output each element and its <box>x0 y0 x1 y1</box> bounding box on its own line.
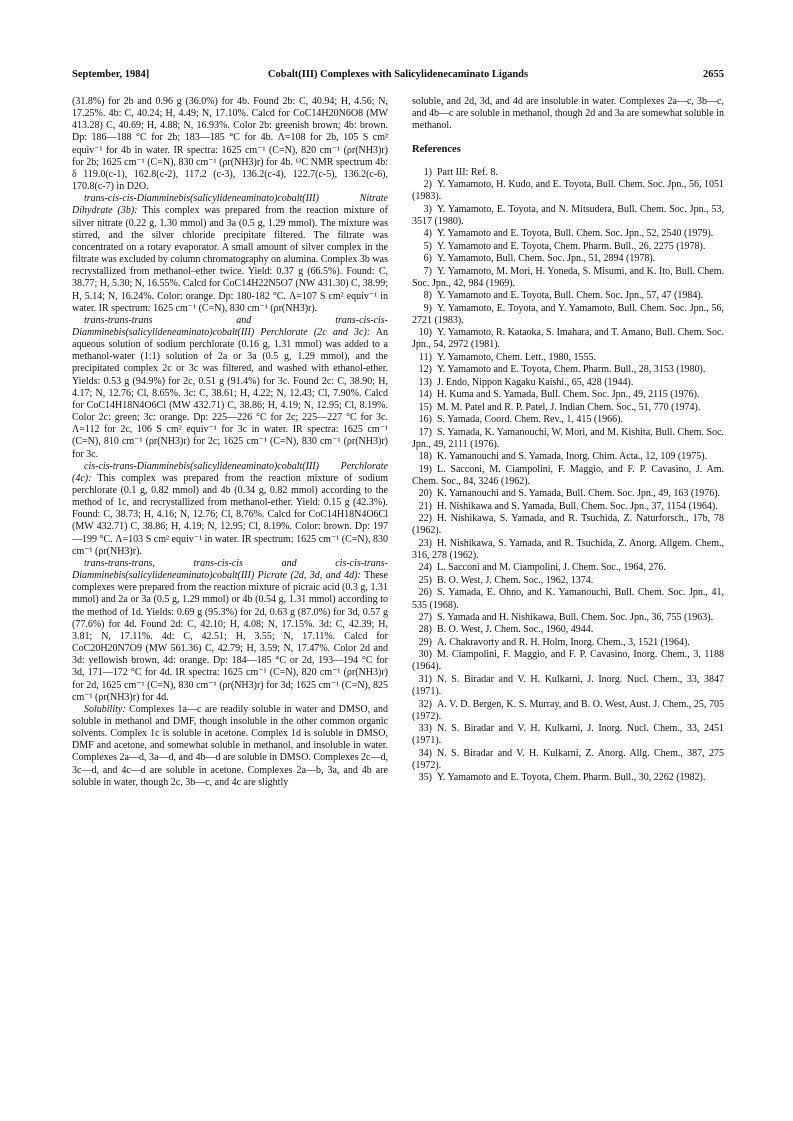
reference-number: 24) <box>418 562 432 574</box>
reference-text: Y. Yamamoto, E. Toyota, and N. Mitsudera, Bull. Chem. Soc. Jpn., 53, 3517 (1980). <box>412 203 724 227</box>
reference-text: Y. Yamamoto and E. Toyota, Chem. Pharm. Bull., 28, 3153 (1980). <box>437 364 706 376</box>
paragraph: cis-cis-trans-Diamminebis(salicylideneaminato)cobalt(III) Perchlorate (4c): This complex was prepared from the reaction mixture of sodium perchlorate (0.1 g, 0.82 mmol) and 4b (0.34 g, 0.82 mmol) according to the method of 1c, and recrystallized from methanol-ether. Yield: 0.15 g (42.3%). Found: C, 38.73; H, 4.16; N, 12.76; Cl, 8.76%. Calcd for CoC14H18N4O6Cl (MW 432.71) C, 38.86; H, 4.19; N, 12.95; Cl, 8.19%. Color: brown. Dp: 197—199 °C. Λ=103 S cm² equiv⁻¹ in water. IR spectrum: 1625 cm⁻¹ (C=N), 830 cm⁻¹ (ρr(NH3)r). <box>72 460 388 557</box>
reference-item <box>412 327 724 351</box>
reference-number: 31) <box>418 673 432 685</box>
reference-item <box>412 513 724 537</box>
reference-item <box>412 167 724 179</box>
reference-number: 16) <box>418 414 432 426</box>
reference-number: 17) <box>418 426 432 438</box>
reference-item <box>412 464 724 488</box>
reference-number: 27) <box>418 611 432 623</box>
reference-text: K. Yamanouchi and S. Yamada, Bull. Chem. Soc. Jpn., 49, 163 (1976). <box>437 488 721 500</box>
reference-text: S. Yamada, K. Yamanouchi, W. Mori, and M. Kishita, Bull. Chem. Soc. Jpn., 49, 2111 (1976). <box>412 426 724 450</box>
reference-number: 10) <box>418 327 432 339</box>
reference-number: 1) <box>423 166 432 178</box>
reference-text: L. Sacconi and M. Ciampolini, J. Chem. Soc., 1964, 276. <box>437 562 666 574</box>
reference-text: A. Chakravorty and R. H. Holm, Inorg. Chem., 3, 1521 (1964). <box>437 636 690 648</box>
reference-item <box>412 389 724 401</box>
paragraph-heading: Solubility: <box>84 703 126 715</box>
reference-number: 22) <box>418 513 432 525</box>
reference-number: 4) <box>423 228 432 240</box>
reference-text: S. Yamada and H. Nishikawa, Bull. Chem. Soc. Jpn., 36, 755 (1963). <box>437 611 714 623</box>
reference-number: 3) <box>423 203 432 215</box>
reference-number: 2) <box>423 179 432 191</box>
references-heading: References <box>412 144 461 156</box>
reference-item <box>412 624 724 636</box>
reference-text: N. S. Biradar and V. H. Kulkarni, Z. Anorg. Allg. Chem., 387, 275 (1972). <box>412 747 724 771</box>
reference-text: Y. Yamamoto, E. Toyota, and Y. Yamamoto, Bull. Chem. Soc. Jpn., 56, 2721 (1983). <box>412 302 724 326</box>
reference-item <box>412 266 724 290</box>
reference-number: 7) <box>423 265 432 277</box>
reference-text: M. M. Patel and R. P. Patel, J. Indian Chem. Soc., 51, 770 (1974). <box>437 401 701 413</box>
reference-number: 21) <box>418 500 432 512</box>
reference-text: H. Nishikawa and S. Yamada, Bull. Chem. Soc. Jpn., 37, 1154 (1964). <box>437 500 718 512</box>
reference-item <box>412 637 724 649</box>
paragraph-heading: trans-trans-trans and trans-cis-cis-Diamminebis(salicylideneaminato)cobalt(III) Perchlorate (2c and 3c): <box>72 314 388 338</box>
reference-number: 26) <box>418 587 432 599</box>
reference-number: 28) <box>418 624 432 636</box>
reference-item <box>412 723 724 747</box>
reference-text: Y. Yamamoto and E. Toyota, Chem. Pharm. Bull., 26, 2275 (1978). <box>437 240 706 252</box>
reference-text: J. Endo, Nippon Kagaku Kaishi., 65, 428 (1944). <box>437 376 634 388</box>
reference-text: M. Ciampolini, F. Maggio, and F. P. Cavasino, Inorg. Chem., 3, 1188 (1964). <box>412 649 724 673</box>
reference-item <box>412 414 724 426</box>
reference-item <box>412 179 724 203</box>
running-header <box>72 69 724 83</box>
reference-text: Y. Yamamoto and E. Toyota, Chem. Pharm. Bull., 30, 2262 (1982). <box>437 772 706 784</box>
reference-item <box>412 649 724 673</box>
reference-number: 14) <box>418 389 432 401</box>
reference-text: H. Kuma and S. Yamada, Bull. Chem. Soc. Jpn., 49, 2115 (1976). <box>437 389 700 401</box>
paragraph-heading: trans-cis-cis-Diamminebis(salicylideneaminato)cobalt(III) Nitrate Dihydrate (3b): <box>72 193 388 217</box>
reference-item <box>412 488 724 500</box>
right-column <box>412 96 724 785</box>
reference-number: 6) <box>423 253 432 265</box>
page-number: 2655 <box>703 69 724 80</box>
reference-item <box>412 587 724 611</box>
reference-text: S. Yamada, E. Ohno, and K. Yamanouchi, Bull. Chem. Soc. Jpn., 41, 535 (1968). <box>412 587 724 611</box>
reference-number: 13) <box>418 376 432 388</box>
paragraph: trans-trans-trans and trans-cis-cis-Diamminebis(salicylideneaminato)cobalt(III) Perchlorate (2c and 3c): An aqueous solution of sodium perchlorate (0.16 g, 1.31 mmol) was added to a methanol-water (1:1) solution of 2a or 3a (0.5 g, 1.29 mmol), and the precipitated complex 2c or 3c was filtered, and washed with ethanol-ether. Yields: 0.53 g (94.9%) for 2c, 0.51 g (91.4%) for 3c. Found 2c: C, 38.90; H, 4.17; N, 12.76; Cl, 8.65%. 3c: C, 38.61; H, 4.22; N, 12.43; Cl, 7.90%. Calcd for CoC14H18N4O6Cl (MW 432.71) C, 38.86; H, 4.19; N, 12.95; Cl, 8.19%. Color 2c: green; 3c: orange. Dp: 225—226 °C for 2c; 225—227 °C for 3c. Λ=112 for 2c, 106 S cm² equiv⁻¹ for 3c in water. IR spectra: 1625 cm⁻¹ (C=N), 810 cm⁻¹ (ρr(NH3)r) for 2c; 1625 cm⁻¹ (C=N), 830 cm⁻¹ (ρr(NH3)r) for 3c. <box>72 314 389 460</box>
reference-number: 32) <box>418 698 432 710</box>
reference-number: 12) <box>418 364 432 376</box>
reference-text: B. O. West, J. Chem. Soc., 1960, 4944. <box>437 624 594 636</box>
reference-text: A. V. D. Bergen, K. S. Murray, and B. O. West, Aust. J. Chem., 25, 705 (1972). <box>412 698 724 722</box>
reference-text: S. Yamada, Coord. Chem. Rev., 1, 415 (1966). <box>437 414 624 426</box>
reference-text: H. Nishikawa, S. Yamada, and R. Tsuchida, Z. Naturforsch., 17b, 78 (1962). <box>412 513 724 537</box>
reference-item <box>412 748 724 772</box>
reference-number: 15) <box>418 401 432 413</box>
reference-number: 8) <box>423 290 432 302</box>
reference-number: 29) <box>418 636 432 648</box>
header-title: Cobalt(III) Complexes with Salicylidenecaminato Ligands <box>267 69 529 80</box>
reference-number: 30) <box>418 649 432 661</box>
reference-text: N. S. Biradar and V. H. Kulkarni, J. Inorg. Nucl. Chem., 33, 2451 (1971). <box>412 723 724 747</box>
reference-item <box>412 427 724 451</box>
reference-text: Y. Yamamoto, H. Kudo, and E. Toyota, Bull. Chem. Soc. Jpn., 56, 1051 (1983). <box>412 179 724 203</box>
paragraph-heading: trans-trans-trans, trans-cis-cis and cis-cis-trans-Diamminebis(salicylideneaminato)cobalt(III) Picrate (2d, 3d, and 4d): <box>72 557 388 582</box>
reference-text: Y. Yamamoto and E. Toyota, Bull. Chem. Soc. Jpn., 57, 47 (1984). <box>437 290 704 302</box>
reference-item <box>412 352 724 364</box>
reference-item <box>412 364 724 376</box>
reference-number: 34) <box>418 747 432 759</box>
reference-item <box>412 562 724 574</box>
reference-number: 23) <box>418 537 432 549</box>
reference-item <box>412 402 724 414</box>
reference-text: L. Sacconi, M. Ciampolini, F. Maggio, and F. P. Cavasino, J. Am. Chem. Soc., 84, 3246 (1962). <box>412 463 724 487</box>
reference-item <box>412 772 724 784</box>
reference-text: K. Yamanouchi and S. Yamada, Inorg. Chim. Acta., 12, 109 (1975). <box>437 451 708 463</box>
reference-text: Y. Yamamoto and E. Toyota, Bull. Chem. Soc. Jpn., 52, 2540 (1979). <box>437 228 714 240</box>
paragraph: trans-cis-cis-Diamminebis(salicylideneaminato)cobalt(III) Nitrate Dihydrate (3b): This complex was prepared from the reaction mixture of silver nitrate (0.22 g, 1.30 mmol) and 3a (0.5 g, 1.29 mmol). The mixture was stirred, and the silver chloride precipitate filtered. The filtrate was concentrated on a rotary evaporator. A small amount of silver complex in the filtrate was excluded by column chromatography on alumina. Complex 3b was recrystallized from methanol–ether twice. Yield: 0.37 g (66.5%). Found: C, 38.77; H, 5.30; N, 16.55%. Calcd for CoC14H22N5O7 (NW 431.30) C, 38.99; H, 5.14; N, 16.24%. Color: orange. Dp: 180-182 °C. Λ=107 S cm² equiv⁻¹ in water. IR spectrum: 1625 cm⁻¹ (C=N), 830 cm⁻¹ (ρr(NH3)r). <box>72 193 388 314</box>
reference-text: B. O. West, J. Chem. Soc., 1962, 1374. <box>437 574 594 586</box>
reference-text: H. Nishikawa, S. Yamada, and R. Tsuchida, Z. Anorg. Allgem. Chem., 316, 278 (1962). <box>412 537 724 561</box>
reference-text: N. S. Biradar and V. H. Kulkarni, J. Inorg. Nucl. Chem., 33, 3847 (1971). <box>412 673 724 698</box>
paragraph: (31.8%) for 2b and 0.96 g (36.0%) for 4b. Found 2b: C, 40.94; H, 4.56; N, 17.25%. 4b: C, 40.24; H, 4.49; N, 17.10%. Calcd for CoC14H20N6O8 (MW 413.28) C, 40.69; H, 4.88; N, 16.93%. Color 2b: greenish brown; 4b: brown. Dp: 186—188 °C for 2b; 183—185 °C for 4b. Λ=108 for 2b, 105 S cm² equiv⁻¹ for 4b in water. IR spectra: 1625 cm⁻¹ (C=N), 820 cm⁻¹ (ρr(NH3)r) for 2b; 1625 cm⁻¹ (C=N), 830 cm⁻¹ (ρr(NH3)r) for 4b. ¹³C NMR spectrum 4b: δ 119.0(c-1), 162.8(c-2), 117.2 (c-3), 136.2(c-4), 122.7(c-5), 136.2(c-6), 170.8(c-7) in D2O. <box>72 96 388 193</box>
reference-item <box>412 575 724 587</box>
reference-item <box>412 241 724 253</box>
reference-number: 19) <box>418 463 432 475</box>
reference-item <box>412 253 724 265</box>
reference-item <box>412 674 724 698</box>
reference-item <box>412 290 724 302</box>
paragraph: soluble, and 2d, 3d, and 4d are insoluble in water. Complexes 2a—c, 3b—c, and 4b—c are soluble in methanol, though 2d and 3a are somewhat soluble in methanol. <box>412 96 724 132</box>
reference-text: Y. Yamamoto, M. Mori, H. Yoneda, S. Misumi, and K. Ito, Bull. Chem. Soc. Jpn., 42, 984 (1969). <box>412 265 724 289</box>
reference-number: 35) <box>418 772 432 784</box>
reference-number: 9) <box>423 302 432 314</box>
paragraph: Solubility: Complexes 1a—c are readily soluble in water and DMSO, and soluble in methanol and DMF, though insoluble in the other common organic solvents. Complex 1c is soluble in acetone. Complex 1d is soluble in DMSO, DMF and acetone, and somewhat soluble in methanol, and insoluble in water. Complexes 2a—d, 3a—d, and 4b—d are soluble in DMSO. Complexes 2c—d, 3c—d, and 4c—d are soluble in acetone. Complexes 2a—b, 3a, and 4b are soluble in water, though 2c, 3b—c, and 4c are slightly <box>72 703 388 788</box>
reference-item <box>412 377 724 389</box>
reference-item <box>412 538 724 562</box>
header-date: September, 1984] <box>72 69 150 80</box>
reference-number: 11) <box>419 351 432 363</box>
reference-item <box>412 451 724 463</box>
paragraph: trans-trans-trans, trans-cis-cis and cis-cis-trans-Diamminebis(salicylideneaminato)cobalt(III) Picrate (2d, 3d, and 4d): These complexes were prepared from the reaction mixture of picraic acid (0.3 g, 1.31 mmol) and 2a or 3a (0.5 g, 1.29 mmol) or 4b (0.54 g, 1.31 mmol) according to the method of 1d. Yields: 0.69 g (95.3%) for 2d, 0.63 g (87.0%) for 3d, 0.57 g (77.6%) for 4d. Found 2d: C, 42.10; H, 4.08; N, 17.15%. 3d: C, 42.39; H, 3.81; N, 17.11%. 4d: C, 42.51; H, 3.55; N, 17.11%. Calcd for CoC20H20N7O9 (MW 561.36) C, 42.79; H, 3.59; N, 17.47%. Color 2d and 3d: yellowish brown, 4d: orange. Dp: 184—185 °C or 2d, 193—194 °C for 3d, 171—172 °C for 4d. IR spectra: 1625 cm⁻¹ (C=N), 820 cm⁻¹ (ρr(NH3)r) for 2d, 1625 cm⁻¹ (C=N), 830 cm⁻¹ (ρr(NH3)r) for 3d; 1625 cm⁻¹ (C=N), 825 cm⁻¹ (ρr(NH3)r) for 4d. <box>72 557 388 703</box>
reference-item <box>412 228 724 240</box>
reference-number: 5) <box>423 240 432 252</box>
reference-number: 20) <box>418 488 432 500</box>
reference-item <box>412 501 724 513</box>
left-column <box>72 96 388 789</box>
reference-text: Y. Yamamoto, Chem. Lett., 1980, 1555. <box>437 351 596 363</box>
reference-text: Y. Yamamoto, Bull. Chem. Soc. Jpn., 51, 2894 (1978). <box>437 253 656 265</box>
reference-item <box>412 612 724 624</box>
reference-number: 33) <box>418 723 432 735</box>
reference-number: 18) <box>418 451 432 463</box>
reference-item <box>412 303 724 327</box>
reference-item <box>412 699 724 723</box>
reference-text: Y. Yamamoto, R. Kataoka, S. Imahara, and T. Amano, Bull. Chem. Soc. Jpn., 54, 2972 (1981). <box>412 327 724 351</box>
reference-number: 25) <box>418 574 432 586</box>
paragraph-heading: cis-cis-trans-Diamminebis(salicylideneaminato)cobalt(III) Perchlorate (4c): <box>72 460 388 484</box>
reference-item <box>412 204 724 228</box>
reference-list <box>412 167 724 785</box>
reference-text: Part III: Ref. 8. <box>437 166 498 178</box>
